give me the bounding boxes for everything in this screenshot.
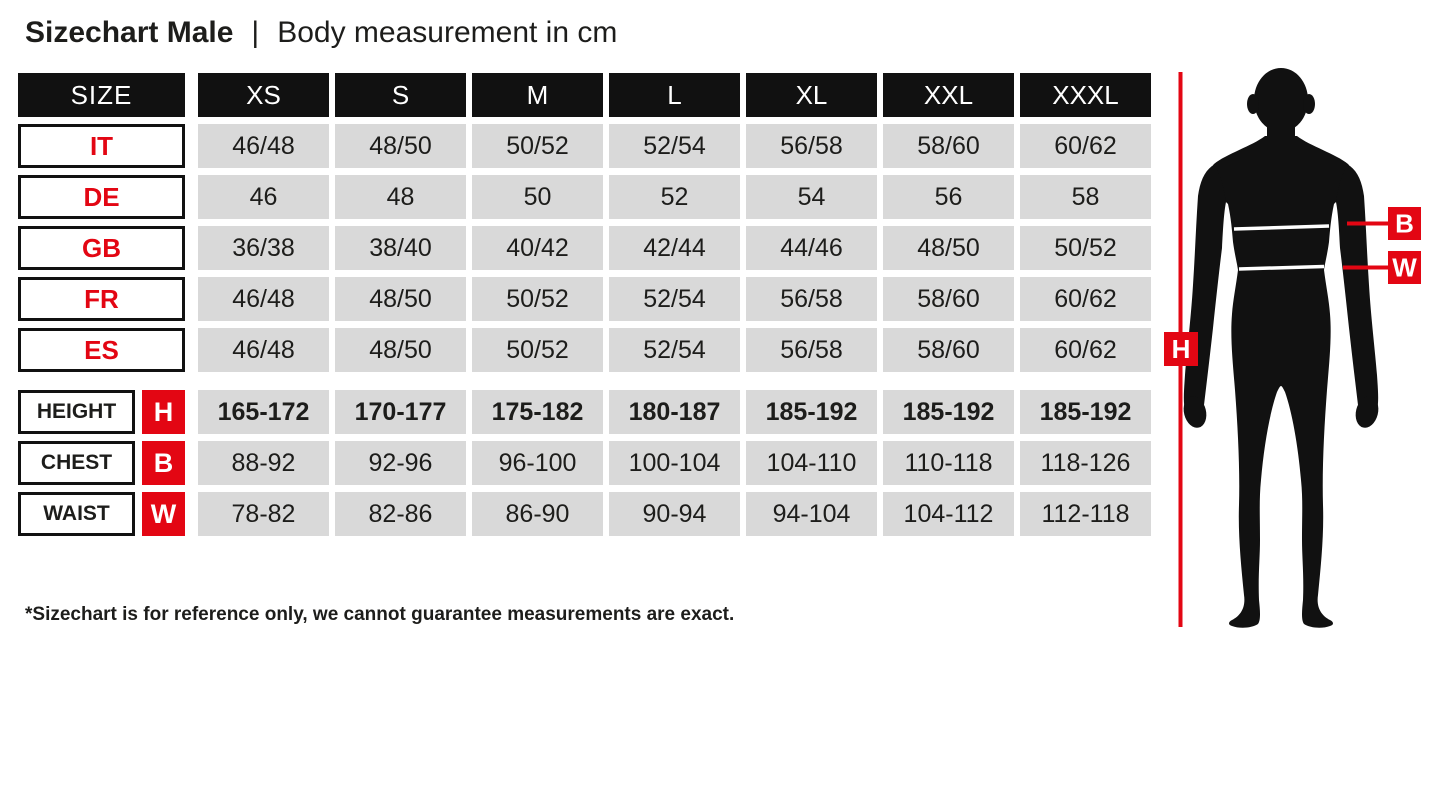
title-separator: | (251, 16, 260, 49)
page-title (25, 16, 617, 50)
table-cell: 90-94 (609, 492, 740, 536)
table-cell: 86-90 (472, 492, 603, 536)
row-label-fr: FR (18, 277, 185, 321)
table-cell: 56/58 (746, 328, 877, 372)
row-label-height: HEIGHT (18, 390, 135, 434)
table-cell: 60/62 (1020, 124, 1151, 168)
table-cell: 58/60 (883, 328, 1014, 372)
measure-label-group (18, 441, 185, 485)
table-cell: 165-172 (198, 390, 329, 434)
table-cell: 52/54 (609, 124, 740, 168)
table-cell: 48/50 (335, 328, 466, 372)
table-cell: 58 (1020, 175, 1151, 219)
table-cell: 46 (198, 175, 329, 219)
table-row-gb (18, 226, 1157, 270)
table-cell: 104-112 (883, 492, 1014, 536)
table-cell: 46/48 (198, 328, 329, 372)
table-cell: 100-104 (609, 441, 740, 485)
table-cell: 92-96 (335, 441, 466, 485)
table-cell: 56/58 (746, 124, 877, 168)
column-header-m: M (472, 73, 603, 117)
table-cell: 96-100 (472, 441, 603, 485)
table-cell: 48/50 (883, 226, 1014, 270)
table-cell: 40/42 (472, 226, 603, 270)
body-measurement-rows (18, 390, 1157, 536)
table-cell: 50/52 (1020, 226, 1151, 270)
table-cell: 50 (472, 175, 603, 219)
column-header-xs: XS (198, 73, 329, 117)
measure-letter-w: W (142, 492, 185, 536)
table-cell: 56 (883, 175, 1014, 219)
left-ear (1247, 94, 1259, 114)
waist-label-letter: W (1392, 252, 1417, 283)
title-secondary: Body measurement in cm (277, 16, 618, 49)
table-row-waist (18, 492, 1157, 536)
column-header-s: S (335, 73, 466, 117)
measure-label-group (18, 492, 185, 536)
table-cell: 82-86 (335, 492, 466, 536)
column-header-xxl: XXL (883, 73, 1014, 117)
size-header-cell: SIZE (18, 73, 185, 117)
row-label-it: IT (18, 124, 185, 168)
table-cell: 94-104 (746, 492, 877, 536)
left-arm (1184, 166, 1226, 410)
table-cell: 50/52 (472, 124, 603, 168)
table-cell: 112-118 (1020, 492, 1151, 536)
measure-letter-b: B (142, 441, 185, 485)
column-header-l: L (609, 73, 740, 117)
table-cell: 104-110 (746, 441, 877, 485)
table-cell: 54 (746, 175, 877, 219)
table-cell: 50/52 (472, 277, 603, 321)
table-cell: 36/38 (198, 226, 329, 270)
table-cell: 46/48 (198, 124, 329, 168)
table-row-chest (18, 441, 1157, 485)
table-cell: 44/46 (746, 226, 877, 270)
table-cell: 175-182 (472, 390, 603, 434)
table-cell: 52/54 (609, 328, 740, 372)
row-label-de: DE (18, 175, 185, 219)
table-cell: 50/52 (472, 328, 603, 372)
table-cell: 185-192 (746, 390, 877, 434)
size-table (18, 73, 1157, 543)
table-cell: 78-82 (198, 492, 329, 536)
row-label-gb: GB (18, 226, 185, 270)
row-label-es: ES (18, 328, 185, 372)
table-cell: 170-177 (335, 390, 466, 434)
table-row-fr (18, 277, 1157, 321)
table-row-it (18, 124, 1157, 168)
table-header-row (18, 73, 1157, 117)
waist-line (1239, 267, 1324, 270)
country-size-rows (18, 124, 1157, 372)
table-cell: 88-92 (198, 441, 329, 485)
column-header-xxxl: XXXL (1020, 73, 1151, 117)
table-gap (18, 379, 1157, 390)
table-cell: 48 (335, 175, 466, 219)
column-header-xl: XL (746, 73, 877, 117)
torso-and-legs (1206, 136, 1356, 628)
measure-label-group (18, 390, 185, 434)
title-primary: Sizechart Male (25, 16, 234, 49)
right-arm (1336, 166, 1378, 410)
table-cell: 185-192 (1020, 390, 1151, 434)
table-cell: 52/54 (609, 277, 740, 321)
table-cell: 185-192 (883, 390, 1014, 434)
table-cell: 58/60 (883, 277, 1014, 321)
table-cell: 110-118 (883, 441, 1014, 485)
height-label-letter: H (1171, 334, 1191, 364)
footnote: *Sizechart is for reference only, we cannot guarantee measurements are exact. (25, 604, 735, 625)
chest-label-letter: B (1395, 208, 1414, 239)
table-cell: 60/62 (1020, 328, 1151, 372)
male-silhouette (1180, 68, 1381, 628)
table-cell: 38/40 (335, 226, 466, 270)
row-label-chest: CHEST (18, 441, 135, 485)
table-cell: 56/58 (746, 277, 877, 321)
table-row-es (18, 328, 1157, 372)
male-body-figure (1150, 60, 1441, 700)
measure-letter-h: H (142, 390, 185, 434)
table-cell: 60/62 (1020, 277, 1151, 321)
table-cell: 48/50 (335, 277, 466, 321)
table-cell: 42/44 (609, 226, 740, 270)
right-ear (1303, 94, 1315, 114)
table-row-height (18, 390, 1157, 434)
row-label-waist: WAIST (18, 492, 135, 536)
table-cell: 180-187 (609, 390, 740, 434)
table-cell: 58/60 (883, 124, 1014, 168)
table-cell: 48/50 (335, 124, 466, 168)
table-cell: 52 (609, 175, 740, 219)
table-cell: 118-126 (1020, 441, 1151, 485)
table-cell: 46/48 (198, 277, 329, 321)
table-row-de (18, 175, 1157, 219)
